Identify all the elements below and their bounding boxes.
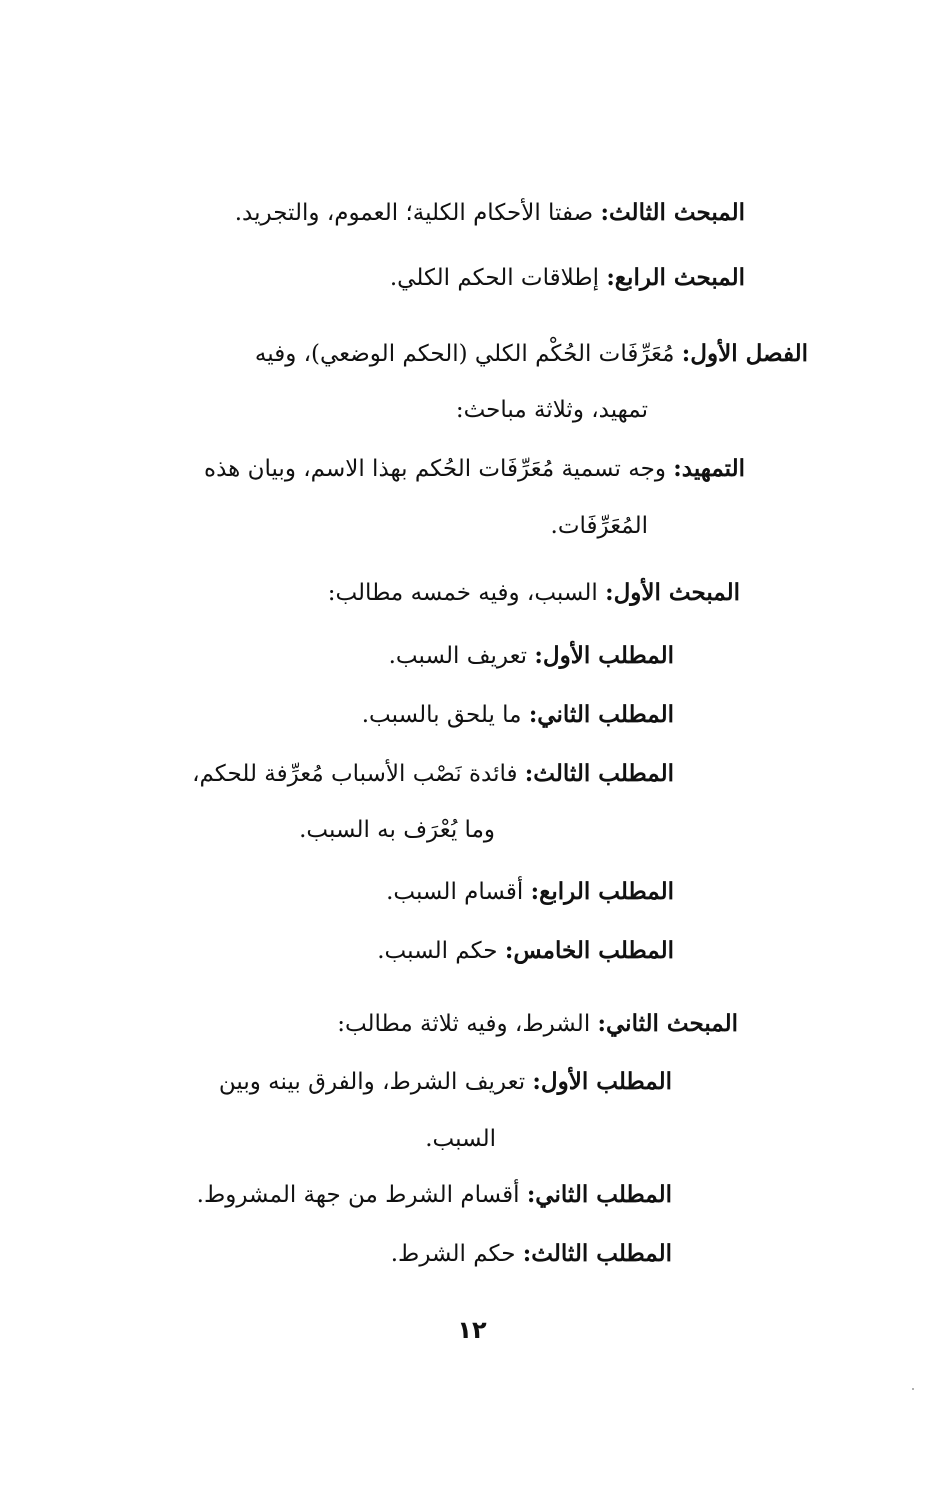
entry-label: المطلب الثالث: <box>522 1240 672 1267</box>
entry-text: وجه تسمية مُعَرِّفَات الحُكم بهذا الاسم، وبيان هذه <box>204 456 666 482</box>
entry-text-continuation: السبب. <box>425 1126 496 1152</box>
entry-label: المطلب الثالث: <box>524 760 674 787</box>
entry-text: تعريف الشرط، والفرق بينه وبين <box>218 1069 526 1095</box>
entry-text: أقسام السبب. <box>386 879 524 905</box>
toc-entry-matlab-2-sabab <box>362 686 674 744</box>
entry-label: المطلب الثاني: <box>528 701 674 728</box>
entry-label: المبحث الثالث: <box>600 199 745 226</box>
toc-entry-matlab-5-sabab <box>377 922 674 980</box>
page-number: ١٢ <box>457 1316 487 1344</box>
toc-entry-matlab-2-shart <box>197 1166 672 1224</box>
toc-entry-matlab-4-sabab <box>386 863 674 921</box>
entry-text: ما يلحق بالسبب. <box>361 702 522 728</box>
entry-label: المطلب الثاني: <box>526 1181 672 1208</box>
entry-text: صفتا الأحكام الكلية؛ العموم، والتجريد. <box>234 200 594 226</box>
entry-text-continuation: تمهيد، وثلاثة مباحث: <box>455 397 648 423</box>
entry-label: المطلب الخامس: <box>504 937 674 964</box>
toc-entry-matlab-3-sabab <box>192 745 674 803</box>
entry-text: الشرط، وفيه ثلاثة مطالب: <box>337 1011 591 1037</box>
toc-entry-fasl-1 <box>108 325 808 383</box>
entry-text: مُعَرِّفَات الحُكْم الكلي (الحكم الوضعي)، وفيه <box>254 341 675 367</box>
entry-text: تعريف السبب. <box>388 643 528 669</box>
entry-text: فائدة نَصْب الأسباب مُعرِّفة للحكم، <box>192 761 518 787</box>
toc-entry-mabhath-4 <box>390 249 745 307</box>
entry-text: حكم السبب. <box>377 938 498 964</box>
entry-text: حكم الشرط. <box>390 1241 516 1267</box>
toc-entry-matlab-1-shart <box>106 1053 672 1111</box>
toc-entry-tamheed <box>109 440 745 498</box>
toc-entry-tamheed-continuation <box>551 497 648 555</box>
toc-entry-mabhath-1 <box>328 564 740 622</box>
entry-text: إطلاقات الحكم الكلي. <box>389 265 599 291</box>
toc-entry-matlab-1-shart-continuation <box>425 1110 496 1168</box>
entry-label: المطلب الرابع: <box>530 878 674 905</box>
toc-entry-matlab-1-sabab <box>389 627 674 685</box>
entry-label: المطلب الأول: <box>534 642 674 669</box>
entry-label: الفصل الأول: <box>681 340 808 367</box>
scan-speck <box>912 1388 914 1390</box>
entry-label: المطلب الأول: <box>532 1068 672 1095</box>
entry-label: المبحث الأول: <box>605 579 740 606</box>
entry-label: المبحث الرابع: <box>606 264 745 291</box>
toc-entry-mabhath-3-a <box>235 184 745 242</box>
entry-text-continuation: وما يُعْرَف به السبب. <box>299 817 495 843</box>
entry-text-continuation: المُعَرِّفَات. <box>550 513 648 539</box>
entry-label: التمهيد: <box>673 455 745 482</box>
entry-text: أقسام الشرط من جهة المشروط. <box>196 1182 520 1208</box>
toc-entry-matlab-3-shart <box>391 1225 672 1283</box>
toc-entry-mabhath-2 <box>337 995 738 1053</box>
toc-entry-matlab-3-sabab-continuation <box>299 801 495 859</box>
entry-label: المبحث الثاني: <box>597 1010 738 1037</box>
entry-text: السبب، وفيه خمسه مطالب: <box>327 580 598 606</box>
toc-entry-fasl-1-continuation <box>456 381 648 439</box>
